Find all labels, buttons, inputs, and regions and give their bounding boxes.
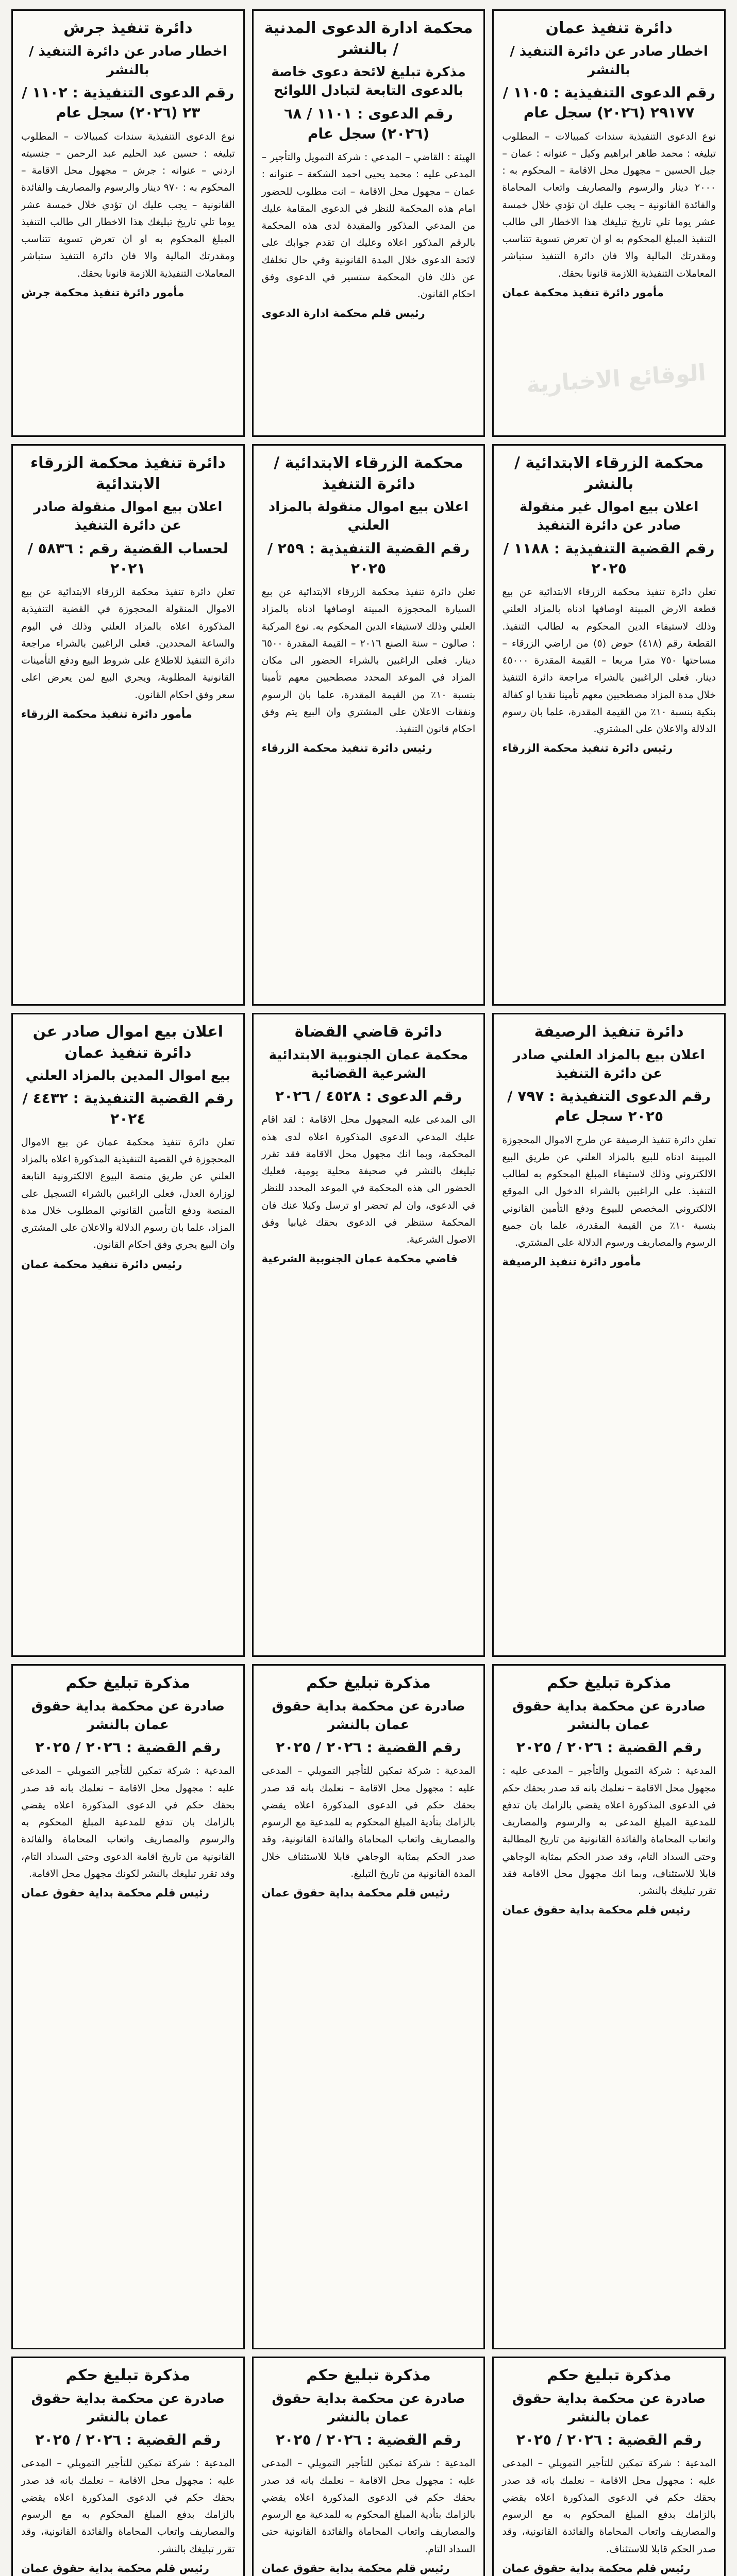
- notice-row-2: [11, 444, 726, 1006]
- notice-signature: رئيس دائرة تنفيذ محكمة عمان: [21, 1258, 182, 1270]
- notice-judgment-4: [492, 2357, 726, 2576]
- notice-amman-execution-1: [492, 9, 726, 437]
- notice-row-3: [11, 1013, 726, 1657]
- notice-signature: قاضي محكمة عمان الجنوبية الشرعية: [261, 1252, 458, 1265]
- notice-subtitle: اعلان بيع اموال منقولة بالمزاد العلني: [268, 499, 469, 534]
- notice-signature: مأمور دائرة تنفيذ الرصيفة: [502, 1256, 641, 1268]
- notice-subtitle: صادرة عن محكمة بداية حقوق عمان بالنشر: [31, 2391, 225, 2425]
- notice-case-number: رقم الدعوى : ٤٥٢٨ / ٢٠٢٦: [275, 1088, 462, 1105]
- notice-signature: مأمور دائرة تنفيذ محكمة جرش: [21, 286, 185, 299]
- notice-signature: رئيس دائرة تنفيذ محكمة الزرقاء: [502, 742, 673, 755]
- notice-case-number: رقم القضية : ٢٠٢٦ / ٢٠٢٥: [35, 2431, 221, 2449]
- notice-body: نوع الدعوى التنفيذية سندات كمبيالات – المطلوب تبليغه : حسين عبد الحليم عبد الرحمن – جنسيته اردني – عنوانه : جرش – مجهول محل الاقامة – المحكوم به : ٩٧٠ دينار والرسوم والمصاريف والفائدة القانونية – يجب عليك ان تؤدي خلال خمسة عشر يوما تلي تاريخ تبليغك هذا الاخطار الى طالب التنفيذ المبلغ المحكوم به او ان تعرض تسوية تتناسب ومقدرتك المالية والا فان دائرة التنفيذ ستباشر المعاملات التنفيذية اللازمة قانونا بحقك.: [21, 130, 235, 279]
- notice-jerash-execution: [11, 9, 245, 437]
- notice-title: مذكرة تبليغ حكم: [546, 1674, 672, 1692]
- notice-subtitle: صادرة عن محكمة بداية حقوق عمان بالنشر: [272, 2391, 465, 2425]
- notice-title: مذكرة تبليغ حكم: [306, 1674, 431, 1692]
- notice-case-number: رقم القضية التنفيذية : ١١٨٨ / ٢٠٢٥: [503, 539, 715, 577]
- notice-case-number: رقم القضية : ٢٠٢٦ / ٢٠٢٥: [516, 2431, 702, 2449]
- notice-body: تعلن دائرة تنفيذ الرصيفة عن طرح الاموال المحجوزة المبينة ادناه للبيع بالمزاد العلني عن طريق البيع الالكتروني وذلك لاستيفاء المبلغ المحكوم به لطالب التنفيذ. على الراغبين بالشراء الدخول الى الموقع الالكتروني المخصص للبيوع ودفع التأمين القانوني بنسبة ١٠٪ من القيمة المقدرة، علما بان جميع الرسوم والمصاريف ورسوم الدلالة على المشتري.: [502, 1134, 716, 1249]
- notice-subtitle: صادرة عن محكمة بداية حقوق عمان بالنشر: [512, 2391, 706, 2425]
- notice-signature: رئيس قلم محكمة بداية حقوق عمان: [502, 1904, 691, 1917]
- notice-signature: رئيس قلم محكمة بداية حقوق عمان: [502, 2562, 691, 2574]
- notice-judgment-5: [252, 2357, 485, 2576]
- notice-title: دائرة تنفيذ محكمة الزرقاء الابتدائية: [30, 454, 226, 493]
- notice-case-management: [252, 9, 485, 437]
- notice-title: محكمة الزرقاء الابتدائية / بالنشر: [514, 454, 704, 493]
- notice-body: المدعية : شركة تمكين للتأجير التمويلي – المدعى عليه : مجهول محل الاقامة – نعلمك بانه قد صدر بحقك حكم في الدعوى المذكورة اعلاه يقضي بالزامك بان تدفع للمدعية المبلغ المحكوم به والرسوم والمصاريف واتعاب المحاماة والفائدة القانونية من تاريخ اقامة الدعوى وحتى السداد التام، وقد تقرر تبليغك بالنشر لكونك مجهول محل الاقامة.: [21, 1765, 235, 1879]
- notice-case-number: رقم القضية : ٢٠٢٦ / ٢٠٢٥: [276, 2431, 461, 2449]
- notice-body: تعلن دائرة تنفيذ محكمة الزرقاء الابتدائية عن بيع السيارة المحجوزة المبينة اوصافها ادناه بالمزاد العلني وذلك لاستيفاء الدين المحكوم به. نوع المركبة : صالون – سنة الصنع ٢٠١٦ – القيمة المقدرة ٦٥٠٠ دينار. فعلى الراغبين بالشراء الحضور الى مكان المزاد في الموعد المحدد مصطحبين معهم تأمينا بنسبة ١٠٪ من القيمة المقدرة، علما بان الرسوم ونفقات الاعلان على المشتري وان البيع يتم وفق احكام قانون التنفيذ.: [261, 586, 476, 735]
- notice-body: تعلن دائرة تنفيذ محكمة الزرقاء الابتدائية عن بيع قطعة الارض المبينة اوصافها ادناه بالمزاد العلني وذلك لاستيفاء الدين المحكوم به لطالب التنفيذ. القطعة رقم (٤١٨) حوض (٥) من اراضي الزرقاء – مساحتها ٧٥٠ مترا مربعا – القيمة المقدرة ٤٥٠٠٠ دينار. فعلى الراغبين بالشراء مراجعة دائرة التنفيذ خلال مدة المزاد مصطحبين معهم تأمينا نقديا او كفالة بنكية بنسبة ١٠٪ من القيمة المقدرة، علما بان رسوم الدلالة والاعلان على المشتري.: [502, 586, 716, 735]
- notice-title: دائرة تنفيذ الرصيفة: [534, 1023, 684, 1041]
- notice-body: المدعية : شركة التمويل والتأجير – المدعى عليه : مجهول محل الاقامة – نعلمك بانه قد صدر بحقك حكم في الدعوى المذكورة اعلاه يقضي بالزامك بان تدفع للمدعية المبلغ المدعى به والرسوم والمصاريف واتعاب المحاماة والفائدة القانونية من تاريخ المطالبة وحتى السداد التام، وقد صدر الحكم بمثابة الوجاهي قابلا للاستئناف، وبما انك مجهول محل الاقامة فقد تقرر تبليغك بالنشر.: [502, 1765, 716, 1897]
- notice-rusaifa-auction: [492, 1013, 726, 1657]
- notice-zarqa-movables-sale: [11, 444, 245, 1006]
- notice-subtitle: محكمة عمان الجنوبية الابتدائية الشرعية القضائية: [269, 1047, 468, 1081]
- notice-title: مذكرة تبليغ حكم: [306, 2366, 431, 2384]
- notice-row-1: [11, 9, 726, 437]
- notice-title: مذكرة تبليغ حكم: [65, 2366, 191, 2384]
- notice-signature: مأمور دائرة تنفيذ محكمة الزرقاء: [21, 707, 192, 720]
- notice-signature: رئيس قلم محكمة بداية حقوق عمان: [21, 2562, 209, 2574]
- notice-title: محكمة ادارة الدعوى المدنية / بالنشر: [264, 19, 473, 58]
- notice-signature: رئيس قلم محكمة بداية حقوق عمان: [261, 2562, 450, 2574]
- notice-body: المدعية : شركة تمكين للتأجير التمويلي – المدعى عليه : مجهول محل الاقامة – نعلمك بانه قد صدر بحقك حكم في الدعوى المذكورة اعلاه يقضي بالزامك بتأدية المبلغ المحكوم به للمدعية مع الرسوم والمصاريف واتعاب المحاماة والفائدة القانونية حتى السداد التام.: [261, 2458, 476, 2555]
- notice-sharia-court: [252, 1013, 485, 1657]
- notice-amman-asset-sale: [11, 1013, 245, 1657]
- notice-title: محكمة الزرقاء الابتدائية / دائرة التنفيذ: [274, 454, 463, 493]
- notice-subtitle: اعلان بيع اموال غير منقولة صادر عن دائرة التنفيذ: [519, 499, 699, 534]
- notice-case-number: رقم الدعوى التنفيذية : ٧٩٧ / ٢٠٢٥ سجل عام: [507, 1088, 711, 1125]
- notice-subtitle: اعلان بيع اموال منقولة صادر عن دائرة التنفيذ: [34, 499, 223, 534]
- notice-subtitle: اعلان بيع بالمزاد العلني صادر عن دائرة التنفيذ: [513, 1047, 705, 1081]
- notice-body: نوع الدعوى التنفيذية سندات كمبيالات – المطلوب تبليغه : محمد طاهر ابراهيم وكيل – عنوانه : عمان – جبل الحسين – مجهول محل الاقامة – المحكوم به : ٢٠٠٠ دينار والرسوم والمصاريف واتعاب المحاماة والفائدة القانونية – يجب عليك ان تؤدي خلال خمسة عشر يوما تلي تاريخ تبليغك هذا الاخطار الى طالب التنفيذ المبلغ المحكوم به او ان تعرض تسوية تتناسب ومقدرتك المالية والا فان دائرة التنفيذ ستباشر المعاملات التنفيذية اللازمة قانونا بحقك.: [502, 130, 716, 279]
- notice-judgment-3: [11, 1664, 245, 2349]
- notice-case-number: رقم الدعوى التنفيذية : ١١٠٥ / ٢٩١٧٧ (٢٠٢٦) سجل عام: [502, 84, 715, 122]
- notice-subtitle: بيع اموال المدين بالمزاد العلني: [25, 1068, 231, 1083]
- notice-title: اعلان بيع اموال صادر عن دائرة تنفيذ عمان: [32, 1023, 223, 1062]
- notice-title: دائرة تنفيذ جرش: [63, 19, 193, 37]
- notice-subtitle: صادرة عن محكمة بداية حقوق عمان بالنشر: [272, 1698, 465, 1733]
- notice-body: الى المدعى عليه المجهول محل الاقامة : لقد اقام عليك المدعي الدعوى المذكورة اعلاه لدى هذه المحكمة، وبما انك مجهول محل الاقامة فقد تقرر تبليغك بالنشر في صحيفة محلية يومية، فعليك الحضور الى هذه المحكمة في الموعد المحدد للنظر في الدعوى، وان لم تحضر او ترسل وكيلا عنك فان المحكمة ستنظر في الدعوى بحقك غيابيا وفق الاصول الشرعية.: [261, 1114, 476, 1246]
- notice-body: تعلن دائرة تنفيذ محكمة الزرقاء الابتدائية عن بيع الاموال المنقولة المحجوزة في القضية التنفيذية المذكورة اعلاه بالمزاد العلني وذلك في اليوم والساعة المحددين. فعلى الراغبين بالشراء مراجعة دائرة التنفيذ للاطلاع على شروط البيع ودفع التأمينات القانونية المطلوبة، ويجري البيع لمن يعرض اعلى سعر وفق احكام القانون.: [21, 586, 235, 701]
- notice-zarqa-vehicle-sale: [252, 444, 485, 1006]
- notice-subtitle: اخطار صادر عن دائرة التنفيذ / بالنشر: [510, 43, 708, 78]
- notice-body: المدعية : شركة تمكين للتأجير التمويلي – المدعى عليه : مجهول محل الاقامة – نعلمك بانه قد صدر بحقك حكم في الدعوى المذكورة اعلاه يقضي بالزامك بتأدية المبلغ المحكوم به للمدعية مع الرسوم والمصاريف واتعاب المحاماة والفائدة القانونية، وقد صدر الحكم بمثابة الوجاهي قابلا للاستئناف خلال المدة القانونية من تاريخ التبليغ.: [261, 1765, 476, 1879]
- notice-zarqa-land-sale: [492, 444, 726, 1006]
- notice-case-number: رقم القضية التنفيذية : ٢٥٩ / ٢٠٢٥: [267, 539, 470, 577]
- notice-title: مذكرة تبليغ حكم: [65, 1674, 191, 1692]
- notice-row-5: [11, 2357, 726, 2576]
- notice-case-number: رقم القضية التنفيذية : ٤٤٣٢ / ٢٠٢٤: [22, 1090, 234, 1127]
- notice-subtitle: مذكرة تبليغ لائحة دعوى خاصة بالدعوى التابعة لتبادل اللوائح: [271, 64, 466, 99]
- notice-judgment-2: [252, 1664, 485, 2349]
- notice-signature: رئيس دائرة تنفيذ محكمة الزرقاء: [261, 742, 432, 755]
- notice-body: المدعية : شركة تمكين للتأجير التمويلي – المدعى عليه : مجهول محل الاقامة – نعلمك بانه قد صدر بحقك حكم في الدعوى المذكورة اعلاه يقضي بالزامك بدفع المبلغ المحكوم به مع الرسوم والمصاريف واتعاب المحاماة والفائدة القانونية، وقد تقرر تبليغك بالنشر.: [21, 2458, 235, 2555]
- notice-body: المدعية : شركة تمكين للتأجير التمويلي – المدعى عليه : مجهول محل الاقامة – نعلمك بانه قد صدر بحقك حكم في الدعوى المذكورة اعلاه يقضي بالزامك بدفع المبلغ المحكوم به مع الرسوم والمصاريف واتعاب المحاماة والفائدة القانونية، وقد صدر الحكم قابلا للاستئناف.: [502, 2458, 716, 2555]
- notice-title: دائرة تنفيذ عمان: [545, 19, 673, 37]
- notice-signature: رئيس قلم محكمة ادارة الدعوى: [261, 307, 425, 320]
- notice-subtitle: اخطار صادر عن دائرة التنفيذ / بالنشر: [29, 43, 227, 78]
- notice-body: تعلن دائرة تنفيذ محكمة عمان عن بيع الاموال المحجوزة في القضية التنفيذية المذكورة اعلاه بالمزاد العلني عن طريق منصة البيوع الالكترونية التابعة لوزارة العدل، فعلى الراغبين بالشراء التسجيل على المنصة ودفع التأمين القانوني المطلوب خلال مدة المزاد، علما بان رسوم الدلالة والاعلان على المشتري وان البيع يجري وفق احكام القانون.: [21, 1136, 235, 1251]
- notice-subtitle: صادرة عن محكمة بداية حقوق عمان بالنشر: [31, 1698, 225, 1733]
- notice-judgment-1: [492, 1664, 726, 2349]
- notice-signature: رئيس قلم محكمة بداية حقوق عمان: [21, 1887, 209, 1900]
- notice-row-4: [11, 1664, 726, 2349]
- notice-subtitle: صادرة عن محكمة بداية حقوق عمان بالنشر: [512, 1698, 706, 1733]
- notice-case-number: رقم الدعوى التنفيذية : ١١٠٢ / ٢٣ (٢٠٢٦) سجل عام: [22, 84, 234, 122]
- notice-case-number: رقم القضية : ٢٠٢٦ / ٢٠٢٥: [35, 1739, 221, 1756]
- notice-body: الهيئة : القاضي – المدعي : شركة التمويل والتأجير – المدعى عليه : محمد يحيى احمد الشكعة – عنوانه : عمان – مجهول محل الاقامة – انت مطلوب للحضور امام هذه المحكمة للنظر في الدعوى المقامة عليك من المدعي المذكور والمقيدة لدى هذه المحكمة بالرقم المذكور اعلاه وعليك ان تقدم جوابك على لائحة الدعوى خلال المدة القانونية وفي حال تخلفك عن ذلك فان المحكمة ستسير في الدعوى وفق احكام القانون.: [261, 151, 476, 300]
- notice-signature: مأمور دائرة تنفيذ محكمة عمان: [502, 286, 664, 299]
- notice-case-number: رقم القضية : ٢٠٢٦ / ٢٠٢٥: [276, 1739, 461, 1756]
- notice-case-number: رقم القضية : ٢٠٢٦ / ٢٠٢٥: [516, 1739, 702, 1756]
- notice-judgment-6: [11, 2357, 245, 2576]
- notice-case-number: لحساب القضية رقم : ٥٨٣٦ / ٢٠٢١: [27, 539, 228, 577]
- notice-case-number: رقم الدعوى : ١١٠١ / ٦٨ (٢٠٢٦) سجل عام: [284, 105, 453, 142]
- notice-title: مذكرة تبليغ حكم: [546, 2366, 672, 2384]
- notice-title: دائرة قاضي القضاة: [294, 1023, 443, 1041]
- notice-signature: رئيس قلم محكمة بداية حقوق عمان: [261, 1887, 450, 1900]
